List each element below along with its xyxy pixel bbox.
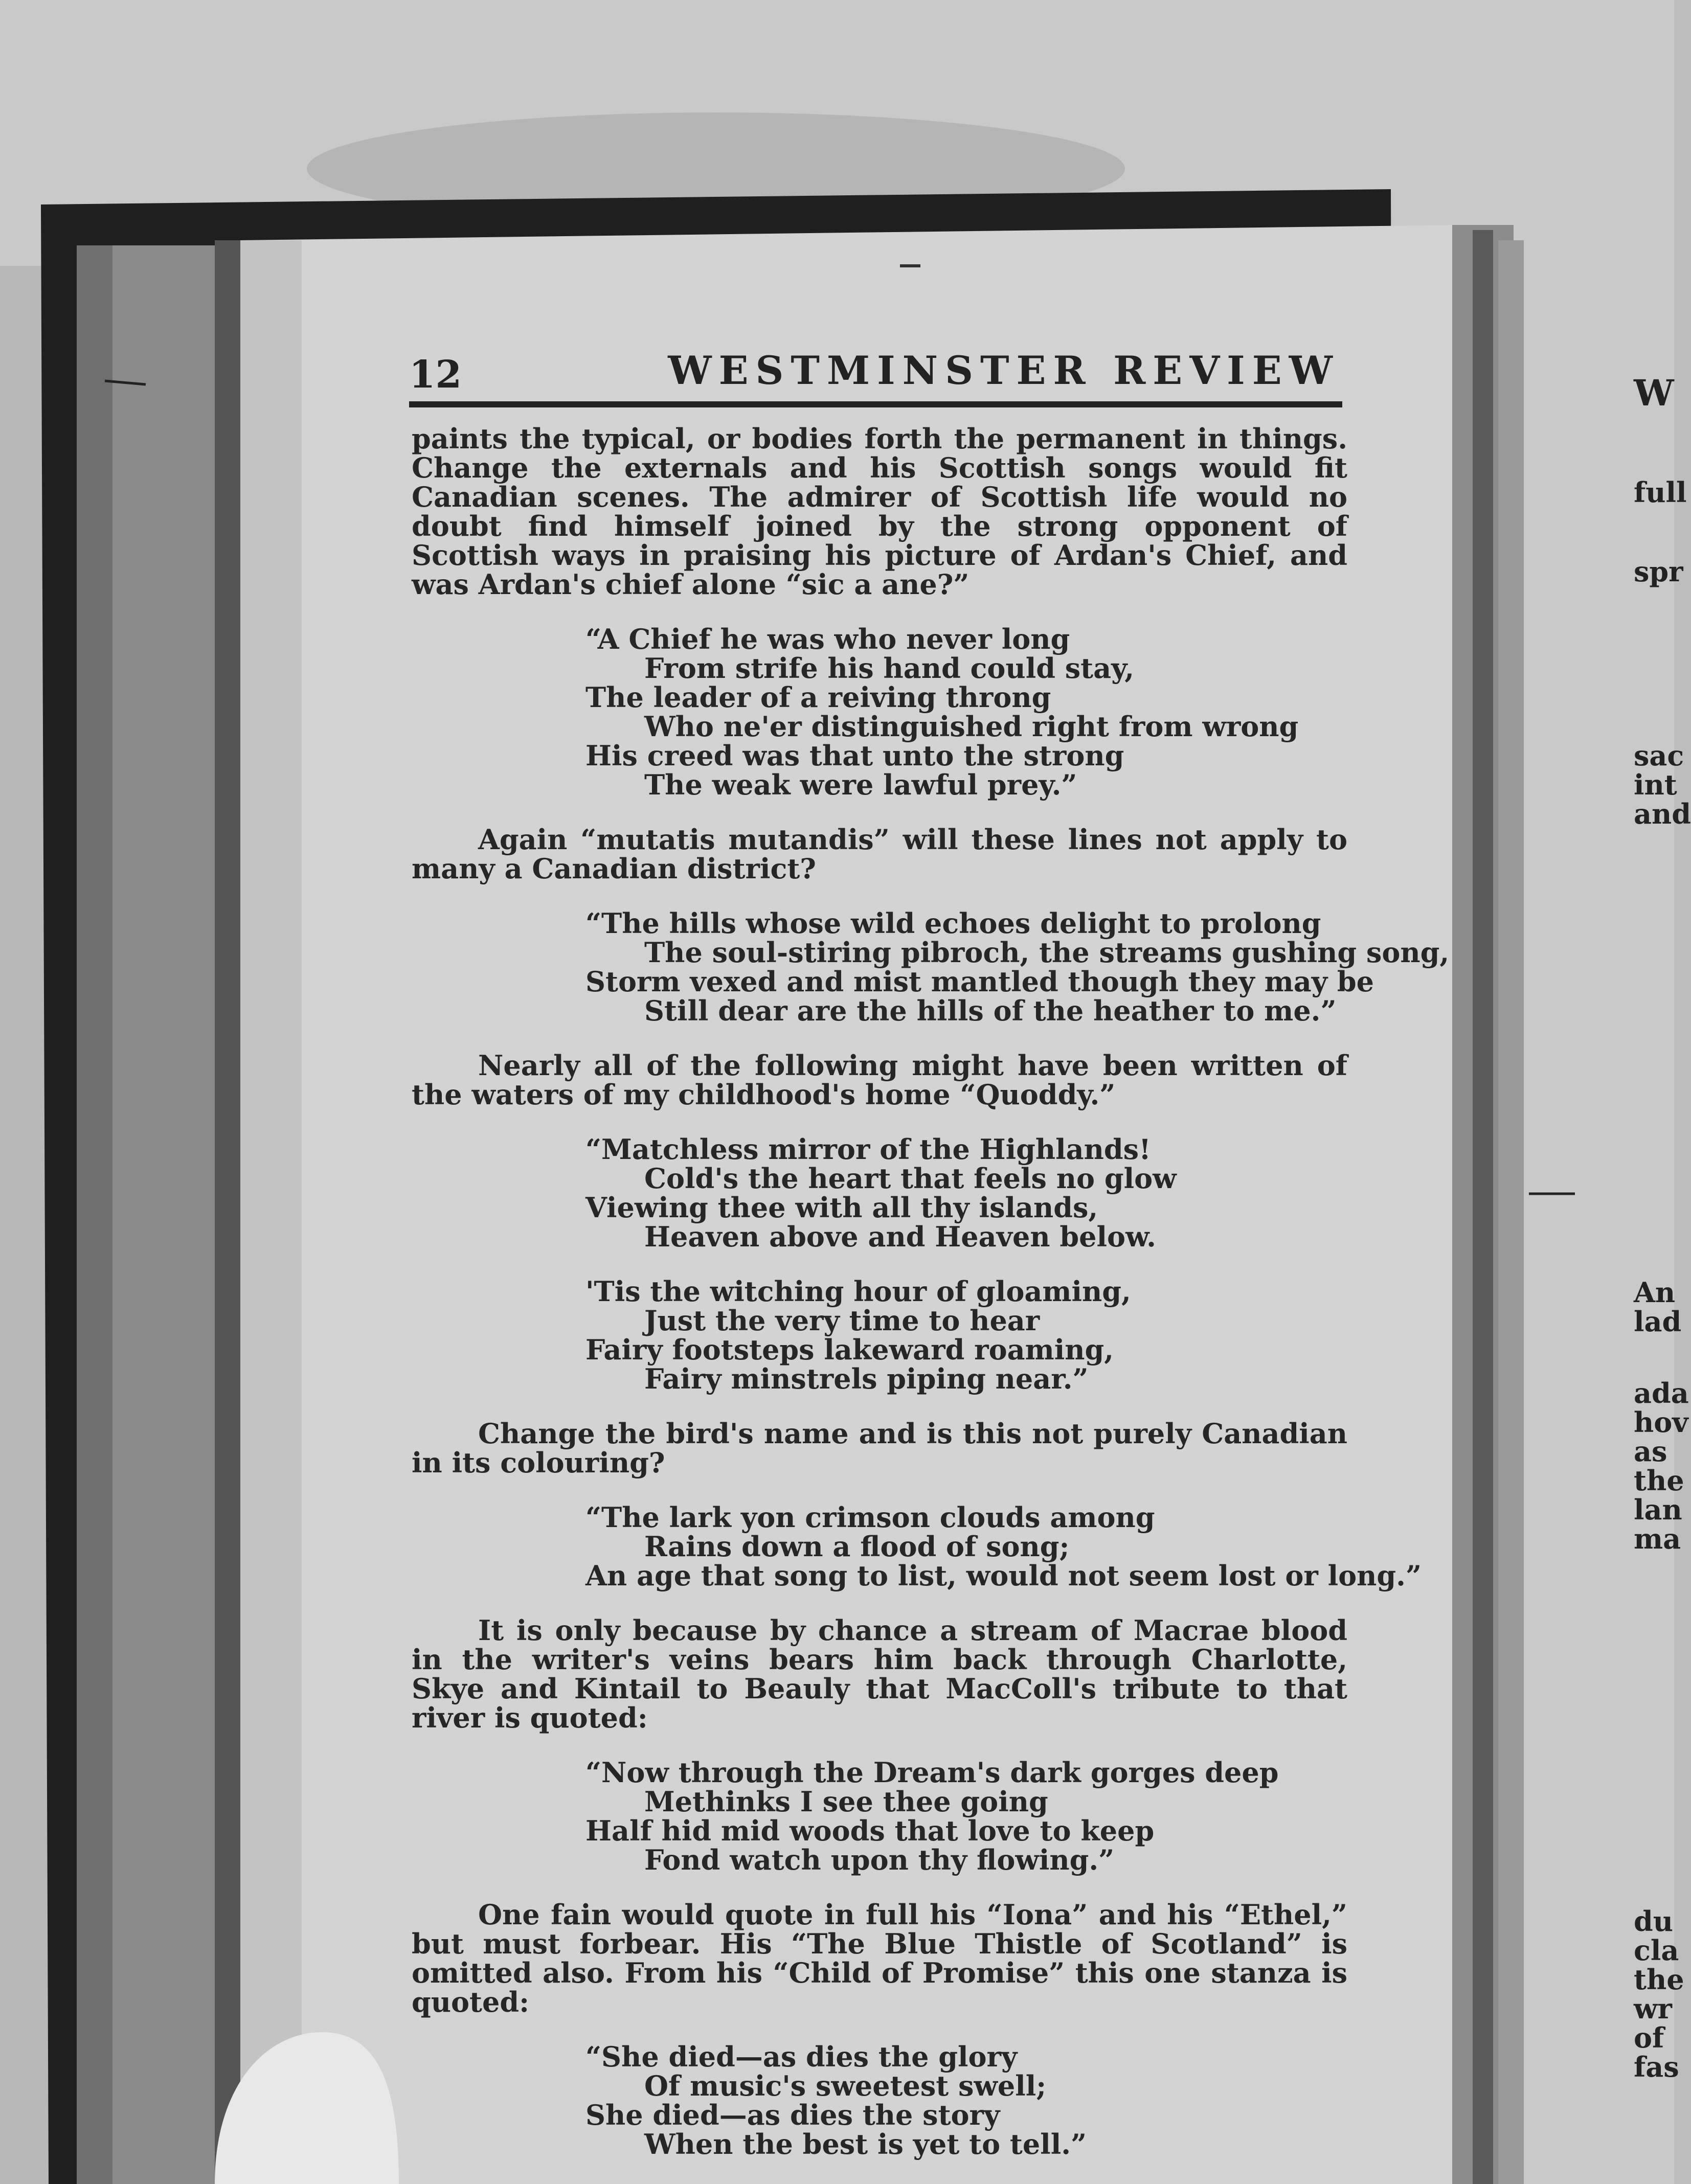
verse-line: The soul-stiring pibroch, the streams gushing song, [644,936,1450,969]
verse-stanza [585,1135,1347,1394]
right-page-fragment: fas [1634,2051,1679,2083]
verse-line: Cold's the heart that feels no glow [644,1162,1177,1195]
right-page-fragment: du [1634,1905,1674,1938]
verse-line: Just the very time to hear [644,1304,1040,1337]
right-page-fragment: the [1634,1963,1684,1996]
right-page-fragment: wr [1634,1992,1672,2025]
header-rule [409,401,1342,407]
right-page-fragment: hov [1634,1406,1688,1439]
verse-line: “Matchless mirror of the Highlands! [585,1133,1151,1166]
verse-line: Of music's sweetest swell; [644,2069,1047,2102]
verse-line: Still dear are the hills of the heather to me.” [644,994,1337,1027]
verse-line: From strife his hand could stay, [644,652,1135,685]
verse-line: The leader of a reiving throng [585,681,1051,714]
verse-line: Half hid mid woods that love to keep [585,1814,1155,1847]
paragraph: It is only because by chance a stream of Macrae blood in the writer's veins bears him back through Charlotte, Skye and Kintail to Beauly that MacColl's tribute to that river is quoted: [412,1614,1347,1734]
verse-line: Fond watch upon thy flowing.” [644,1844,1115,1876]
verse-line: “The lark yon crimson clouds among [585,1501,1155,1534]
page-number: 12 [409,353,462,397]
right-page [1498,240,1674,2184]
verse-line: Methinks I see thee going [644,1785,1048,1818]
paragraph: Change the bird's name and is this not purely Canadian in its colouring? [412,1417,1347,1479]
verse-line: 'Tis the witching hour of gloaming, [585,1275,1131,1308]
verse-line: Rains down a flood of song; [644,1530,1070,1563]
verse-line: Viewing thee with all thy islands, [585,1191,1098,1224]
verse-line: Fairy minstrels piping near.” [644,1362,1089,1395]
right-page-fragment: as [1634,1435,1667,1468]
verse-stanza [585,625,1347,800]
verse-line: When the best is yet to tell.” [644,2128,1087,2160]
verse-line: Storm vexed and mist mantled though they may be [585,965,1374,998]
journal-title: WESTMINSTER REVIEW [668,348,1340,393]
right-page-fragment: lan [1634,1493,1682,1526]
verse-line: “The hills whose wild echoes delight to prolong [585,907,1321,940]
verse-line: The weak were lawful prey.” [644,768,1077,801]
verse-stanza [585,2042,1347,2159]
verse-stanza [585,907,1450,1027]
verse-line: An age that song to list, would not seem lost or long.” [585,1559,1422,1592]
right-page-fragment: sac [1634,739,1684,772]
paragraph: paints the typical, or bodies forth the permanent in things. Change the externals and his Scottish songs would fit Canadian scenes. The admirer of Scottish life would no doubt find himself joined by the strong opponent of Scottish ways in praising his picture of Ardan's Chief, and was Ardan's chief alone “sic a ane?” [412,422,1347,601]
verse-line: She died—as dies the story [585,2099,1000,2131]
verse-line: His creed was that unto the strong [585,739,1124,772]
verse-stanza [585,1758,1347,1875]
right-page-fragment: An [1634,1276,1676,1309]
paragraph: Nearly all of the following might have been written of the waters of my childhood's home “Quoddy.” [412,1049,1347,1111]
right-page-fragment: ma [1634,1522,1681,1555]
right-page-fragment: int [1634,768,1677,801]
verse-line: Heaven above and Heaven below. [644,1220,1156,1253]
page-body [412,422,1450,2160]
right-page-fragment: and [1634,798,1691,830]
verse-line: “A Chief he was who never long [585,623,1070,655]
right-page-head: W [1634,372,1674,414]
verse-stanza [585,1501,1422,1592]
verse-line: Who ne'er distinguished right from wrong [644,710,1299,743]
right-page-fragment: lad [1634,1305,1682,1338]
paragraph: One fain would quote in full his “Iona” and his “Ethel,” but must forbear. His “The Blue Thistle of Scotland” is omitted also. From his “Child of Promise” this one stanza is quoted: [412,1898,1347,2018]
right-page-fragment: ada [1634,1377,1689,1409]
verse-line: “She died—as dies the glory [585,2040,1018,2073]
running-head [409,348,1340,404]
right-page-fragment: the [1634,1464,1684,1497]
right-page-fragment: of [1634,2021,1664,2054]
right-page-fragment: cla [1634,1934,1679,1967]
right-page-fragment: spr [1634,555,1683,588]
verse-line: “Now through the Dream's dark gorges deep [585,1756,1279,1789]
right-page-fragment: full [1634,476,1687,509]
verse-line: Fairy footsteps lakeward roaming, [585,1333,1114,1366]
paragraph: Again “mutatis mutandis” will these lines not apply to many a Canadian district? [412,823,1347,885]
